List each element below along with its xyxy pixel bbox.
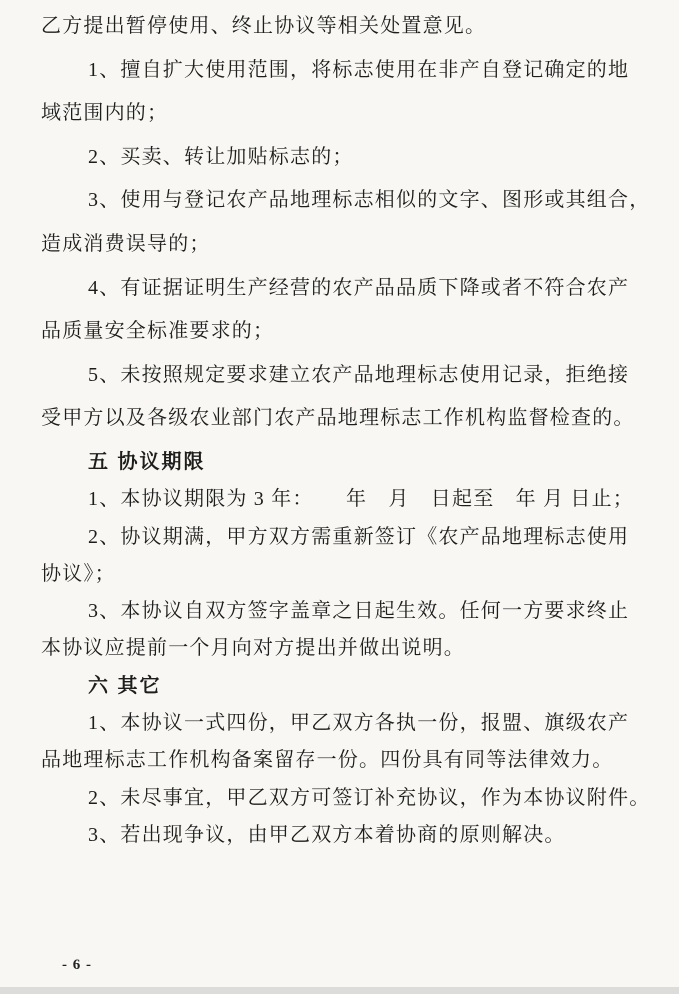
text-line: 3、本协议自双方签字盖章之日起生效。任何一方要求终止 bbox=[88, 600, 630, 623]
section-terms-and-others bbox=[41, 450, 651, 861]
text-line: 1、本协议期限为 3 年： 年 月 日起至 年 月 日止； bbox=[88, 488, 634, 511]
text-line: 受甲方以及各级农业部门农产品地理标志工作机构监督检查的。 bbox=[41, 407, 635, 430]
text-line: 3、若出现争议，由甲乙双方本着协商的原则解决。 bbox=[88, 823, 566, 846]
scan-bottom-edge-shadow bbox=[0, 987, 679, 994]
document-content bbox=[41, 15, 651, 861]
text-line: 2、买卖、转让加贴标志的； bbox=[88, 145, 354, 168]
section-heading: 六 其它 bbox=[88, 674, 162, 697]
text-line: 2、未尽事宜，甲乙双方可签订补充协议，作为本协议附件。 bbox=[88, 786, 651, 809]
text-line: 1、擅自扩大使用范围，将标志使用在非产自登记确定的地 bbox=[88, 58, 630, 81]
section-violations-list bbox=[41, 15, 651, 451]
text-line: 5、未按照规定要求建立农产品地理标志使用记录，拒绝接 bbox=[88, 363, 630, 386]
text-line: 品地理标志工作机构备案留存一份。四份具有同等法律效力。 bbox=[41, 749, 614, 772]
page-number: - 6 - bbox=[62, 957, 92, 973]
text-line: 4、有证据证明生产经营的农产品品质下降或者不符合农产 bbox=[88, 276, 630, 299]
text-line: 2、协议期满，甲方双方需重新签订《农产品地理标志使用 bbox=[88, 525, 630, 548]
section-heading: 五 协议期限 bbox=[88, 450, 206, 473]
text-line: 3、使用与登记农产品地理标志相似的文字、图形或其组合， bbox=[88, 189, 651, 212]
text-line: 1、本协议一式四份，甲乙双方各执一份，报盟、旗级农产 bbox=[88, 712, 630, 735]
text-line: 品质量安全标准要求的； bbox=[41, 320, 275, 343]
text-line: 协议》； bbox=[41, 562, 116, 585]
text-line: 乙方提出暂停使用、终止协议等相关处置意见。 bbox=[41, 15, 487, 37]
text-line: 造成消费误导的； bbox=[41, 232, 211, 255]
text-line: 本协议应提前一个月向对方提出并做出说明。 bbox=[41, 637, 465, 660]
text-line: 域范围内的； bbox=[41, 102, 169, 125]
